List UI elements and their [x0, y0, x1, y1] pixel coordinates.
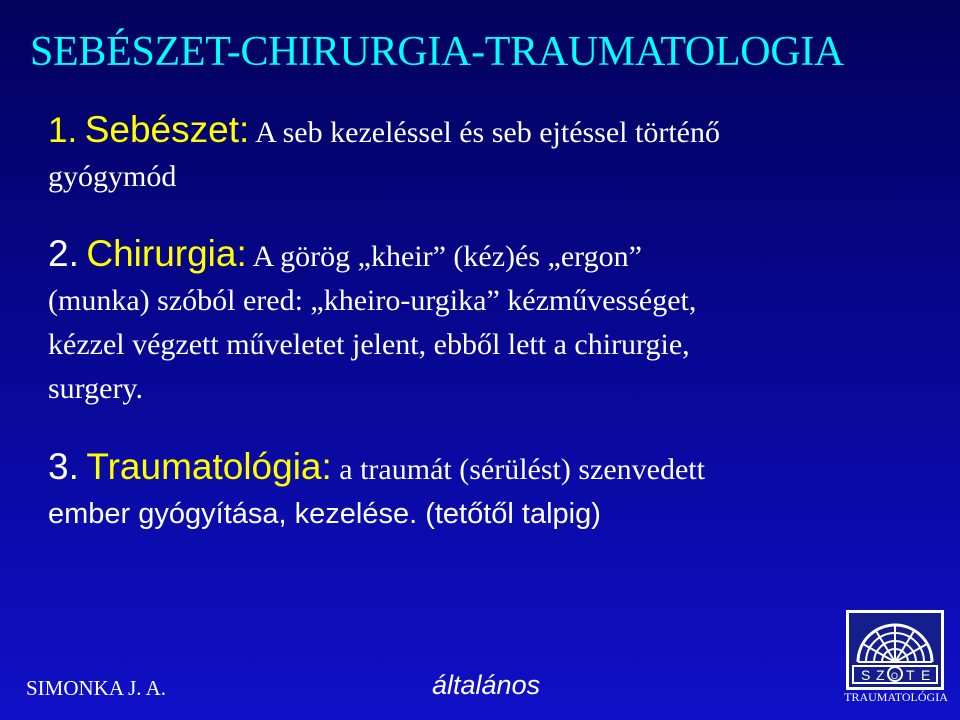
section-2-term: Chirurgia: — [86, 233, 247, 274]
section-2-line-3: kézzel végzett műveletet jelent, ebből lett a chirurgie, — [48, 328, 690, 361]
section-traumatologia — [48, 445, 928, 536]
section-chirurgia — [48, 232, 928, 411]
logo-letter-z: Z — [876, 667, 885, 683]
logo-letter-t: T — [906, 667, 915, 683]
section-1-number: 1. — [48, 111, 78, 150]
section-2-line-4: surgery. — [48, 372, 143, 405]
footer-author: SIMONKA J. A. — [26, 676, 167, 700]
section-2-line-2: (munka) szóból ered: „kheiro-urgika” kézművességet, — [48, 284, 697, 317]
section-2-line-1 — [48, 232, 928, 279]
section-3-number: 3. — [48, 446, 79, 487]
logo-letter-o: O — [891, 671, 899, 681]
section-3-line-2: ember gyógyítása, kezelése. (tetőtől talpig) — [48, 498, 601, 530]
logo-caption: TRAUMATOLÓGIA — [844, 690, 948, 704]
section-1-line-1 — [48, 108, 928, 155]
logo-letter-e: E — [921, 667, 931, 683]
section-3-line-1 — [48, 445, 928, 492]
footer-category: általános — [432, 670, 541, 700]
logo-letter-s: S — [861, 667, 871, 683]
section-2-number: 2. — [48, 233, 79, 274]
section-3-term: Traumatológia: — [86, 446, 332, 487]
section-3-text-1: a traumát (sérülést) szenvedett — [339, 453, 705, 486]
section-1-text-1: A seb kezeléssel és seb ejtéssel történő — [255, 116, 720, 149]
section-1-line-2: gyógymód — [48, 160, 177, 193]
section-sebeszet — [48, 108, 928, 199]
slide-title: SEBÉSZET-CHIRURGIA-TRAUMATOLOGIA — [30, 29, 845, 75]
szote-emblem-icon — [846, 610, 944, 690]
section-1-term: Sebészet: — [84, 109, 250, 150]
section-2-text-1: A görög „kheir” (kéz)és „ergon” — [252, 240, 642, 273]
